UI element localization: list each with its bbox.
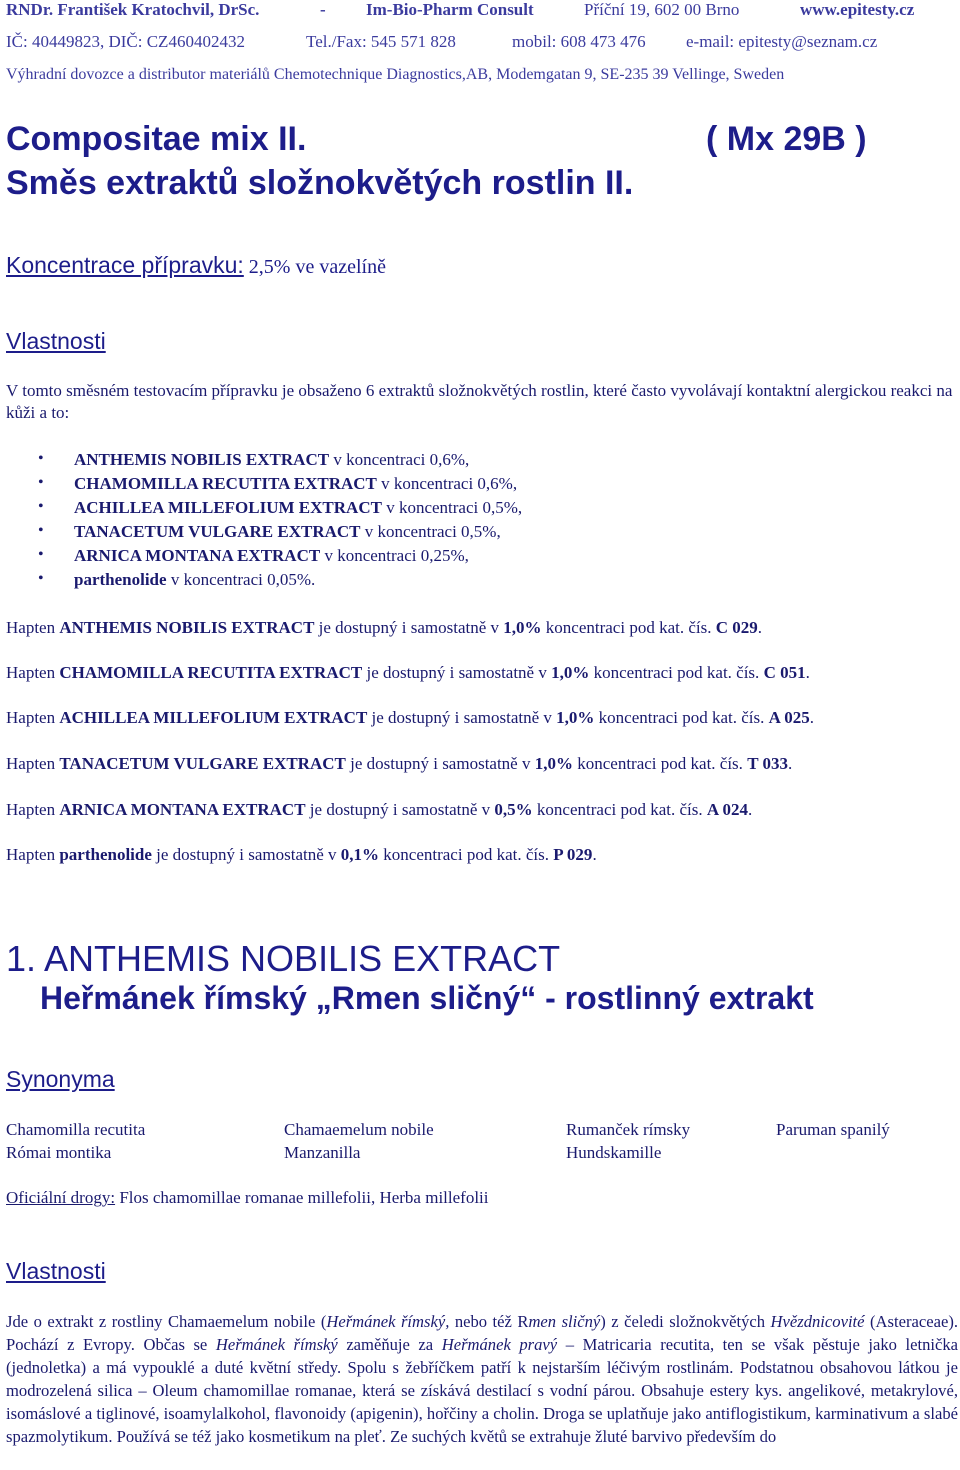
synonym-item: Paruman spanilý <box>776 1120 890 1139</box>
header-line-2 <box>0 32 960 56</box>
concentration-value: 2,5% ve vazelíně <box>243 256 386 278</box>
list-item: • ARNICA MONTANA EXTRACT v koncentraci 0,25%, <box>38 546 522 570</box>
synonym-item: Manzanilla <box>284 1143 361 1162</box>
ingredient-list <box>38 450 522 594</box>
properties-2-heading: Vlastnosti <box>6 1258 106 1284</box>
properties-heading: Vlastnosti <box>6 328 106 354</box>
product-subtitle: Směs extraktů složnokvětých rostlin II. <box>6 164 634 202</box>
header-line-3: Výhradní dovozce a distributor materiálů Chemotechnique Diagnostics,AB, Modemgatan 9, SE-235 39 Vellinge, Sweden <box>6 66 785 83</box>
header-line-1 <box>0 0 960 24</box>
address: Příční 19, 602 00 Brno <box>584 0 740 19</box>
synonym-item: Chamomilla recutita <box>6 1120 146 1139</box>
hapten-line: Hapten parthenolide je dostupný i samostatně v 0,1% koncentraci pod kat. čís. P 029. <box>6 845 597 864</box>
hapten-line: Hapten CHAMOMILLA RECUTITA EXTRACT je dostupný i samostatně v 1,0% koncentraci pod kat. čís. C 051. <box>6 663 810 682</box>
hapten-line: Hapten ACHILLEA MILLEFOLIUM EXTRACT je dostupný i samostatně v 1,0% koncentraci pod kat. čís. A 025. <box>6 708 814 727</box>
mobile: mobil: 608 473 476 <box>512 32 646 51</box>
section-1-subheading: Heřmánek římský „Rmen sličný“ - rostlinný extrakt <box>40 980 814 1016</box>
synonym-item: Chamaemelum nobile <box>284 1120 434 1139</box>
author-name: RNDr. František Kratochvil, DrSc. <box>6 0 260 19</box>
hapten-line: Hapten ANTHEMIS NOBILIS EXTRACT je dostupný i samostatně v 1,0% koncentraci pod kat. čís. C 029. <box>6 618 763 637</box>
official-drugs <box>6 1188 489 1208</box>
synonym-item: Római montika <box>6 1143 112 1162</box>
intro-text: V tomto směsném testovacím přípravku je obsaženo 6 extraktů složnokvětých rostlin, které často vyvolávají kontaktní alergickou reakci na kůži a to: <box>6 381 953 422</box>
product-code: ( Mx 29B ) <box>706 120 867 158</box>
synonyms-heading: Synonyma <box>6 1066 115 1092</box>
hapten-line: Hapten ARNICA MONTANA EXTRACT je dostupný i samostatně v 0,5% koncentraci pod kat. čís. A 024. <box>6 800 753 819</box>
list-item: • ACHILLEA MILLEFOLIUM EXTRACT v koncentraci 0,5%, <box>38 498 522 522</box>
concentration <box>6 252 386 279</box>
list-item: • ANTHEMIS NOBILIS EXTRACT v koncentraci 0,6%, <box>38 450 522 474</box>
synonym-item: Hundskamille <box>566 1143 662 1162</box>
company-name: Im-Bio-Pharm Consult <box>366 0 534 19</box>
official-drugs-label: Oficiální drogy: <box>6 1188 116 1207</box>
list-item: • CHAMOMILLA RECUTITA EXTRACT v koncentraci 0,6%, <box>38 474 522 498</box>
section-1-heading: 1. ANTHEMIS NOBILIS EXTRACT <box>6 938 561 979</box>
official-drugs-value: Flos chamomillae romanae millefolii, Herba millefolii <box>115 1188 489 1207</box>
hapten-line: Hapten TANACETUM VULGARE EXTRACT je dostupný i samostatně v 1,0% koncentraci pod kat. čís. T 033. <box>6 754 793 773</box>
header-dash: - <box>320 0 326 19</box>
company-ids: IČ: 40449823, DIČ: CZ460402432 <box>6 32 245 51</box>
synonym-item: Rumanček rímsky <box>566 1120 691 1139</box>
list-item: • parthenolide v koncentraci 0,05%. <box>38 570 522 594</box>
list-item: • TANACETUM VULGARE EXTRACT v koncentraci 0,5%, <box>38 522 522 546</box>
website-link[interactable]: www.epitesty.cz <box>800 0 915 19</box>
product-title: Compositae mix II. <box>6 120 307 158</box>
concentration-label: Koncentrace přípravku: <box>6 252 244 278</box>
description-text: Jde o extrakt z rostliny Chamaemelum nobile (Heřmánek římský, nebo též Rmen sličný) z čeledi složnokvětých Hvězdnicovité (Asteraceae). Pochází z Evropy. Občas se Heřmánek římský zaměňuje za Heřmánek pravý – Matricaria recutita, ten se však pěstuje jako letnička (jednoletka) a má vypouklé a duté květní středy. Spolu s žebříčkem patří k nejstarším léčivým rostlinám. Podstatnou obsahovou látkou je modrozelená silica – Oleum chamomillae romanae, která se získává destilací s vodní párou. Obsahuje estery kys. angelikové, metakrylové, isomáslové a tiglinové, isoamylalkohol, flavonoidy (apigenin), hořčiny a cholin. Droga se uplatňuje jako antiflogistikum, karminativum a slabé spazmolytikum. Používá se též jako kosmetikum na pleť. Ze suchých květů se extrahuje žluté barvivo především do <box>6 1312 958 1446</box>
phone-fax: Tel./Fax: 545 571 828 <box>306 32 456 51</box>
email-link[interactable]: e-mail: epitesty@seznam.cz <box>686 32 878 51</box>
